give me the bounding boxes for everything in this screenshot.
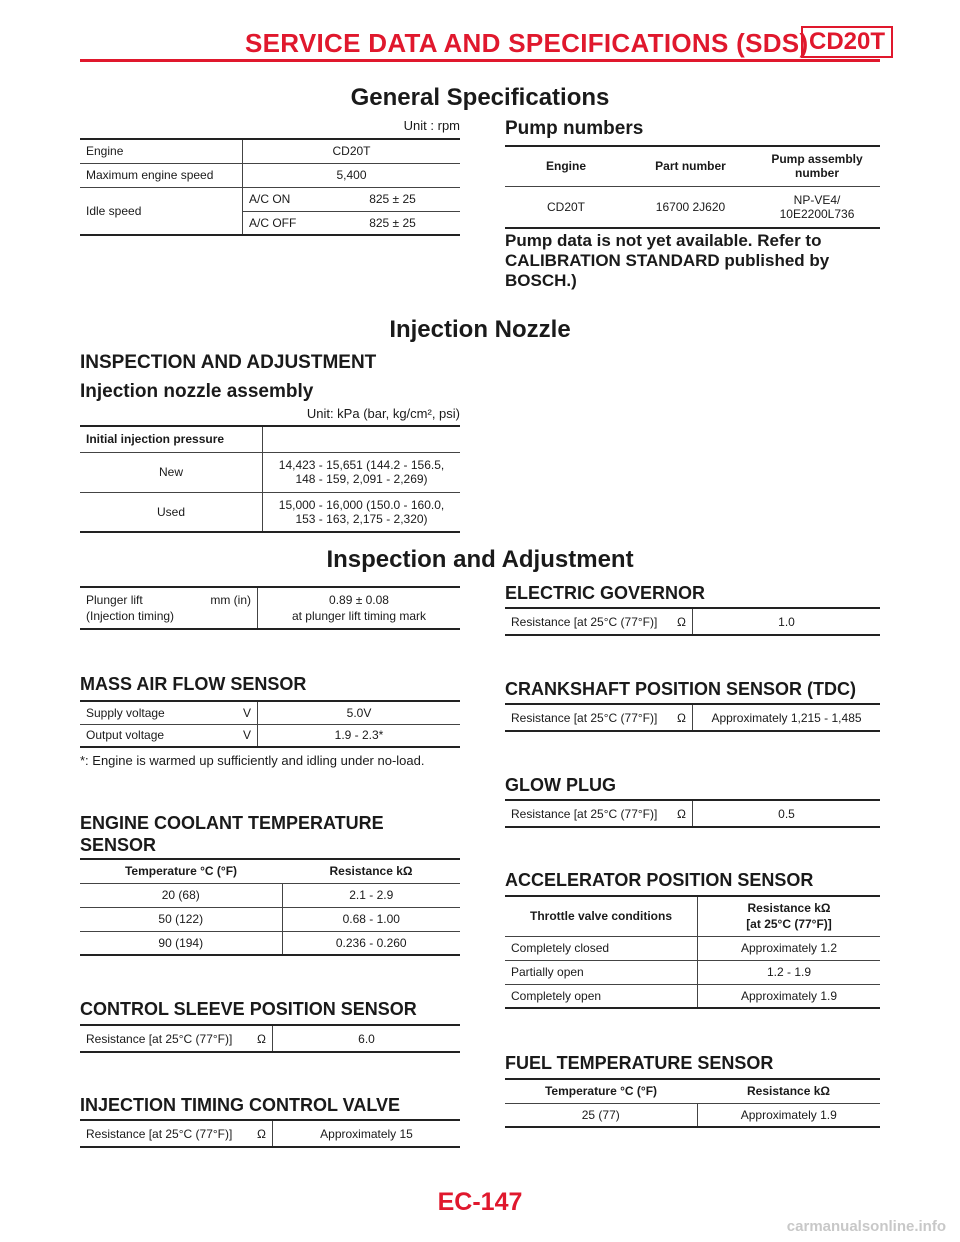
cps-title: CRANKSHAFT POSITION SENSOR (TDC) [505,679,856,699]
nozzle-new-label: New [80,452,263,492]
ect-title: ENGINE COOLANT TEMPERATURE SENSOR [80,813,384,855]
itcv-title: INJECTION TIMING CONTROL VALVE [80,1095,401,1115]
maf-supply-label: Supply voltage [86,705,165,720]
maf-supply-unit: V [242,705,251,720]
ia-title: Inspection and Adjustment [326,546,634,573]
general-title: General Specifications [350,84,610,111]
ect-row-temp: 50 (122) [80,907,282,931]
pump-title: Pump numbers [505,118,644,139]
ohm-icon: Ω [677,614,686,629]
max-speed-label: Maximum engine speed [80,163,243,187]
cps-value: Approximately 1,215 - 1,485 [693,704,881,731]
engine-label: Engine [86,144,124,159]
ac-on-value: 825 ± 25 [325,187,460,211]
itcv-table [80,1119,460,1148]
watermark: carmanualsonline.info [786,1218,946,1235]
ac-off-value: 825 ± 25 [325,211,460,235]
pump-note: Pump data is not yet available. Refer to CALIBRATION STANDARD published by BOSCH.) [505,231,830,290]
ect-row-temp: 90 (194) [80,931,282,955]
general-unit: Unit : rpm [403,118,460,133]
gp-label-cell [505,800,693,827]
ect-row-res: 0.68 - 1.00 [282,907,460,931]
nozzle-header: Initial injection pressure [86,432,225,447]
header-rule [80,59,880,62]
plunger-value-cell [258,587,461,629]
cps-label: Resistance [at 25°C (77°F)] [511,710,658,725]
ac-off-label: A/C OFF [243,211,326,235]
maf-supply-value: 5.0V [258,701,461,724]
eg-title: ELECTRIC GOVERNOR [505,583,706,603]
plunger-unit: mm (in) [210,593,251,607]
nozzle-table [80,425,460,533]
plunger-value: 0.89 ± 0.08 [329,593,389,607]
maf-table [80,700,460,748]
maf-supply-label-cell [80,701,258,724]
csps-table [80,1024,460,1053]
gp-value: 0.5 [693,800,881,827]
ect-row-res: 2.1 - 2.9 [282,883,460,907]
ect-table [80,858,460,956]
fts-title: FUEL TEMPERATURE SENSOR [505,1053,774,1073]
pump-header-engine: Engine [545,159,586,174]
page-number: EC-147 [437,1188,523,1216]
csps-title: CONTROL SLEEVE POSITION SENSOR [80,999,417,1019]
eg-table [505,607,880,636]
header-title: SERVICE DATA AND SPECIFICATIONS (SDS) [245,28,809,58]
ohm-icon: Ω [257,1126,266,1141]
gp-title: GLOW PLUG [505,775,616,795]
max-speed-value: 5,400 [243,163,461,187]
fts-table [505,1078,880,1128]
itcv-label: Resistance [at 25°C (77°F)] [86,1126,233,1141]
maf-title: MASS AIR FLOW SENSOR [80,674,307,694]
eg-label: Resistance [at 25°C (77°F)] [511,614,658,629]
aps-row-condition: Completely open [505,984,698,1008]
aps-header-temp: [at 25°C (77°F)] [746,917,832,932]
nozzle-subtitle: INSPECTION AND ADJUSTMENT [80,352,377,373]
aps-title: ACCELERATOR POSITION SENSOR [505,870,814,890]
aps-row-res: Approximately 1.2 [698,936,881,960]
maf-note: *: Engine is warmed up sufficiently and idling under no-load. [80,753,425,768]
fts-row-res: Approximately 1.9 [697,1103,880,1127]
ohm-icon: Ω [257,1031,266,1046]
itcv-label-cell [80,1120,273,1147]
pump-table [505,145,880,229]
ac-on-label: A/C ON [243,187,326,211]
cps-label-cell [505,704,693,731]
fts-header-resistance: Resistance kΩ [747,1084,830,1099]
maf-output-label: Output voltage [86,728,165,743]
gp-label: Resistance [at 25°C (77°F)] [511,806,658,821]
ohm-icon: Ω [677,806,686,821]
aps-row-condition: Partially open [505,960,698,984]
aps-row-condition: Completely closed [505,936,698,960]
plunger-label-cell [80,587,258,629]
ohm-icon: Ω [677,710,686,725]
cps-table [505,703,880,732]
itcv-value: Approximately 15 [273,1120,461,1147]
maf-output-value: 1.9 - 2.3* [258,724,461,747]
eg-label-cell [505,608,693,635]
aps-header-condition: Throttle valve conditions [529,909,673,924]
ect-header-temp: Temperature °C (°F) [124,864,238,879]
nozzle-used-label: Used [80,492,263,532]
ect-header-resistance: Resistance kΩ [329,864,413,879]
pump-assembly: NP-VE4/ 10E2200L736 [754,186,880,228]
csps-label: Resistance [at 25°C (77°F)] [86,1031,233,1046]
aps-row-res: Approximately 1.9 [698,984,881,1008]
plunger-table [80,586,460,630]
pump-header-assembly: Pump assembly number [771,152,863,181]
pump-header-part: Part number [655,159,726,174]
fts-row-temp: 25 (77) [505,1103,697,1127]
gp-table [505,799,880,828]
aps-row-res: 1.2 - 1.9 [698,960,881,984]
nozzle-used-value: 15,000 - 16,000 (150.0 - 160.0, 153 - 163, 2,175 - 2,320) [263,492,461,532]
maf-output-label-cell [80,724,258,747]
eg-value: 1.0 [693,608,881,635]
plunger-value2: at plunger lift timing mark [291,609,427,623]
maf-output-unit: V [242,728,251,743]
plunger-label: Plunger lift [86,593,143,607]
csps-label-cell [80,1025,273,1052]
general-table [80,138,460,236]
ect-row-res: 0.236 - 0.260 [282,931,460,955]
nozzle-title: Injection Nozzle [389,316,571,343]
aps-header-resistance: Resistance kΩ [747,901,831,916]
csps-value: 6.0 [273,1025,461,1052]
plunger-sub: (Injection timing) [86,609,175,623]
pump-part: 16700 2J620 [627,186,754,228]
aps-table [505,895,880,1009]
ect-row-temp: 20 (68) [80,883,282,907]
model-badge: CD20T [801,26,893,58]
nozzle-subsubtitle: Injection nozzle assembly [80,381,314,402]
idle-label: Idle speed [80,187,243,235]
nozzle-new-value: 14,423 - 15,651 (144.2 - 156.5, 148 - 159, 2,091 - 2,269) [263,452,461,492]
fts-header-temp: Temperature °C (°F) [544,1084,658,1099]
pump-engine: CD20T [505,186,627,228]
aps-header-res-cell [698,896,881,936]
nozzle-unit: Unit: kPa (bar, kg/cm², psi) [306,406,460,421]
engine-value: CD20T [243,139,461,163]
